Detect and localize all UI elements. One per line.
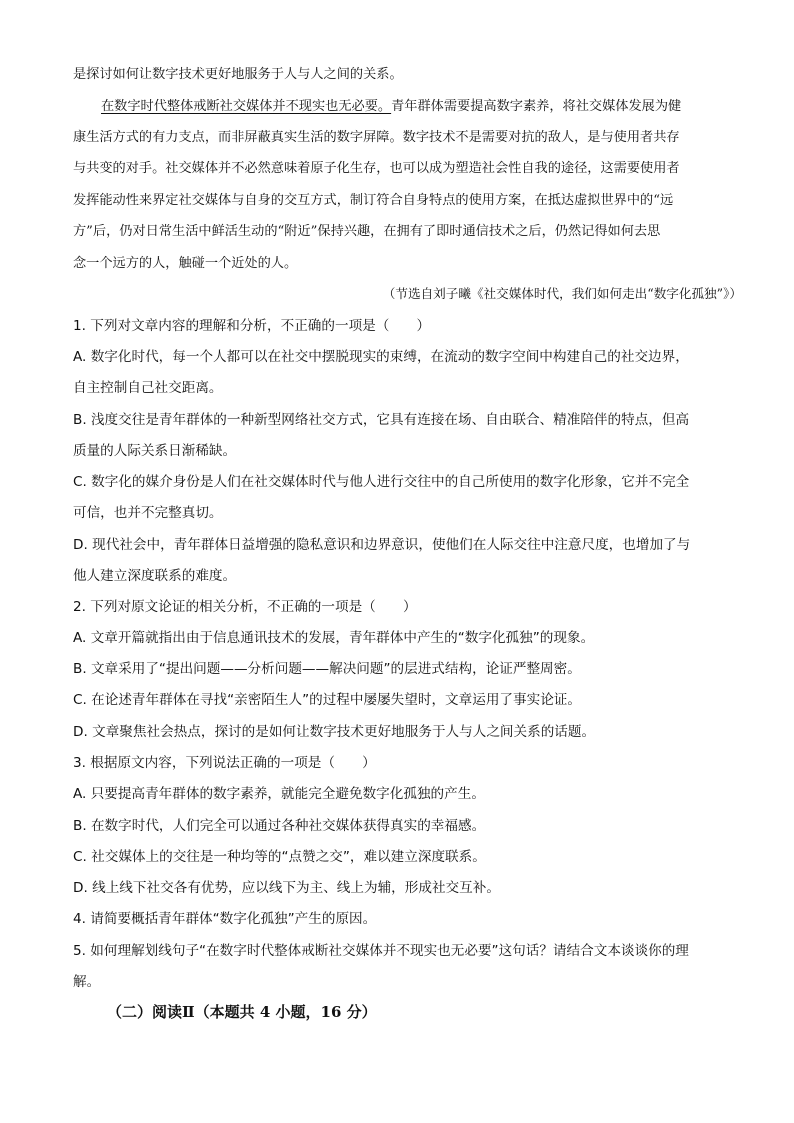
option-a: A. 数字化时代，每一个人都可以在社交中摆脱现实的束缚，在流动的数字空间中构建自己的社交边界， — [73, 349, 689, 365]
option-a: A. 文章开篇就指出由于信息通讯技术的发展，青年群体中产生的“数字化孤独”的现象。 — [73, 630, 595, 646]
underlined-sentence: 在数字时代整体戒断社交媒体并不现实也无必要。 — [101, 99, 392, 114]
passage-line — [101, 98, 681, 116]
option-c: C. 社交媒体上的交往是一种均等的“点赞之交”，难以建立深度联系。 — [73, 849, 486, 865]
option-a: A. 只要提高青年群体的数字素养，就能完全避免数字化孤独的产生。 — [73, 786, 485, 802]
passage-line: 与共变的对手。社交媒体并不必然意味着原子化生存，也可以成为塑造社会性自我的途径，这需要使用者 — [73, 161, 680, 176]
question-stem-cont: 解。 — [73, 974, 101, 990]
passage-line: 发挥能动性来界定社交媒体与自身的交互方式，制订符合自身特点的使用方案，在抵达虚拟世界中的“远 — [73, 193, 674, 208]
passage-line: 是探讨如何让数字技术更好地服务于人与人之间的关系。 — [73, 67, 403, 82]
question-stem: 3. 根据原文内容，下列说法正确的一项是（ ） — [73, 755, 376, 771]
question-stem: 4. 请简要概括青年群体“数字化孤独”产生的原因。 — [73, 911, 377, 927]
option-b-cont: 质量的人际关系日渐稀缺。 — [73, 443, 237, 459]
option-d: D. 文章聚焦社会热点，探讨的是如何让数字技术更好地服务于人与人之间关系的话题。 — [73, 724, 596, 740]
option-c: C. 在论述青年群体在寻找“亲密陌生人”的过程中屡屡失望时，文章运用了事实论证。 — [73, 692, 581, 708]
question-stem: 5. 如何理解划线句子“在数字时代整体戒断社交媒体并不现实也无必要”这句话？请结合文本谈谈你的理 — [73, 943, 689, 959]
option-b: B. 浅度交往是青年群体的一种新型网络社交方式，它具有连接在场、自由联合、精准陪伴的特点，但高 — [73, 412, 690, 428]
option-d: D. 现代社会中，青年群体日益增强的隐私意识和边界意识，使他们在人际交往中注意尺度，也增加了与 — [73, 537, 691, 553]
option-d-cont: 他人建立深度联系的难度。 — [73, 568, 237, 584]
option-b: B. 文章采用了“提出问题——分析问题——解决问题”的层进式结构，论证严整周密。 — [73, 661, 581, 677]
option-a-cont: 自主控制自己社交距离。 — [73, 380, 223, 396]
option-c-cont: 可信，也并不完整真切。 — [73, 505, 223, 521]
option-b: B. 在数字时代，人们完全可以通过各种社交媒体获得真实的幸福感。 — [73, 818, 486, 834]
option-d: D. 线上线下社交各有优势，应以线下为主、线上为辅，形成社交互补。 — [73, 880, 500, 896]
option-c: C. 数字化的媒介身份是人们在社交媒体时代与他人进行交往中的自己所使用的数字化形象，它并不完全 — [73, 474, 690, 490]
question-stem: 1. 下列对文章内容的理解和分析，不正确的一项是（ ） — [73, 318, 431, 334]
passage-line: 方”后，仍对日常生活中鲜活生动的“附近”保持兴趣，在拥有了即时通信技术之后，仍然记得如何去思 — [73, 224, 661, 239]
passage-line: 康生活方式的有力支点，而非屏蔽真实生活的数字屏障。数字技术不是需要对抗的敌人，是与使用者共存 — [73, 130, 680, 145]
passage-text: 青年群体需要提高数字素养，将社交媒体发展为健 — [391, 99, 682, 114]
source-citation: （节选自刘子曦《社交媒体时代，我们如何走出“数字化孤独”》） — [382, 286, 742, 301]
question-stem: 2. 下列对原文论证的相关分析，不正确的一项是（ ） — [73, 599, 417, 615]
section-heading: （二）阅读Ⅱ（本题共 4 小题，16 分） — [107, 1003, 377, 1021]
passage-line: 念一个远方的人，触碰一个近处的人。 — [73, 256, 298, 271]
